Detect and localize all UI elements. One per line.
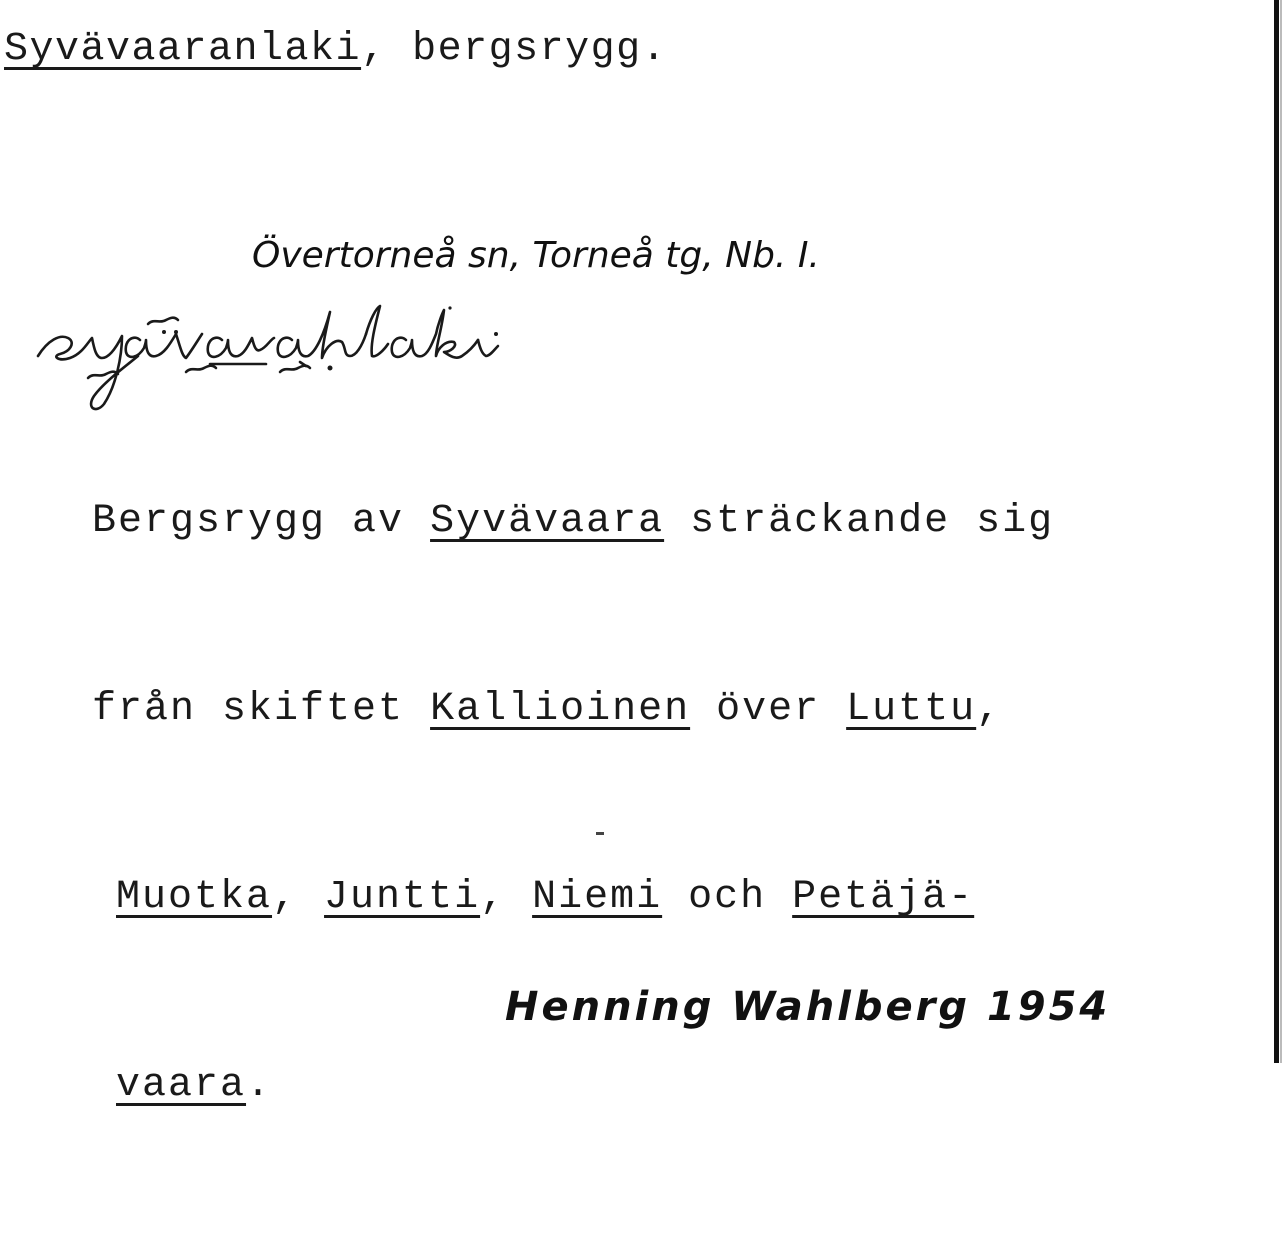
headline-place-name: Syvävaaranlaki [4, 27, 362, 72]
description-segment: , [480, 875, 533, 920]
place-name: Petäjä- [792, 875, 975, 920]
description-segment: över [690, 687, 847, 732]
place-name: Muotka [116, 875, 273, 920]
card-headline [4, 26, 667, 74]
place-name: Syvävaara [430, 499, 665, 544]
description-segment: och [662, 875, 793, 920]
description-segment: , [976, 687, 1003, 732]
card-right-edge [1274, 0, 1279, 1063]
ink-speck [596, 832, 604, 835]
place-name: Niemi [532, 875, 663, 920]
description-segment: Bergsrygg av [92, 499, 431, 544]
parish-line: Övertorneå sn, Torneå tg, Nb. I. [252, 235, 820, 276]
place-name: Luttu [846, 687, 977, 732]
description-segment: . [246, 1063, 273, 1108]
description-line [92, 678, 1054, 776]
author-signature: Henning Wahlberg 1954 [505, 984, 1111, 1030]
place-name: Juntti [324, 875, 481, 920]
card-edge-shadow [1280, 0, 1282, 1063]
place-name: Kallioinen [430, 687, 691, 732]
description-line [92, 866, 1054, 964]
description-text [92, 400, 1054, 1242]
headline-feature-type: bergsrygg. [412, 27, 668, 72]
place-name: vaara [116, 1063, 247, 1108]
headline-separator: , [361, 27, 413, 72]
description-segment: sträckande sig [664, 499, 1055, 544]
description-segment: , [272, 875, 325, 920]
description-segment: från skiftet [92, 687, 431, 732]
description-line [92, 490, 1054, 588]
description-line [92, 1054, 1054, 1152]
